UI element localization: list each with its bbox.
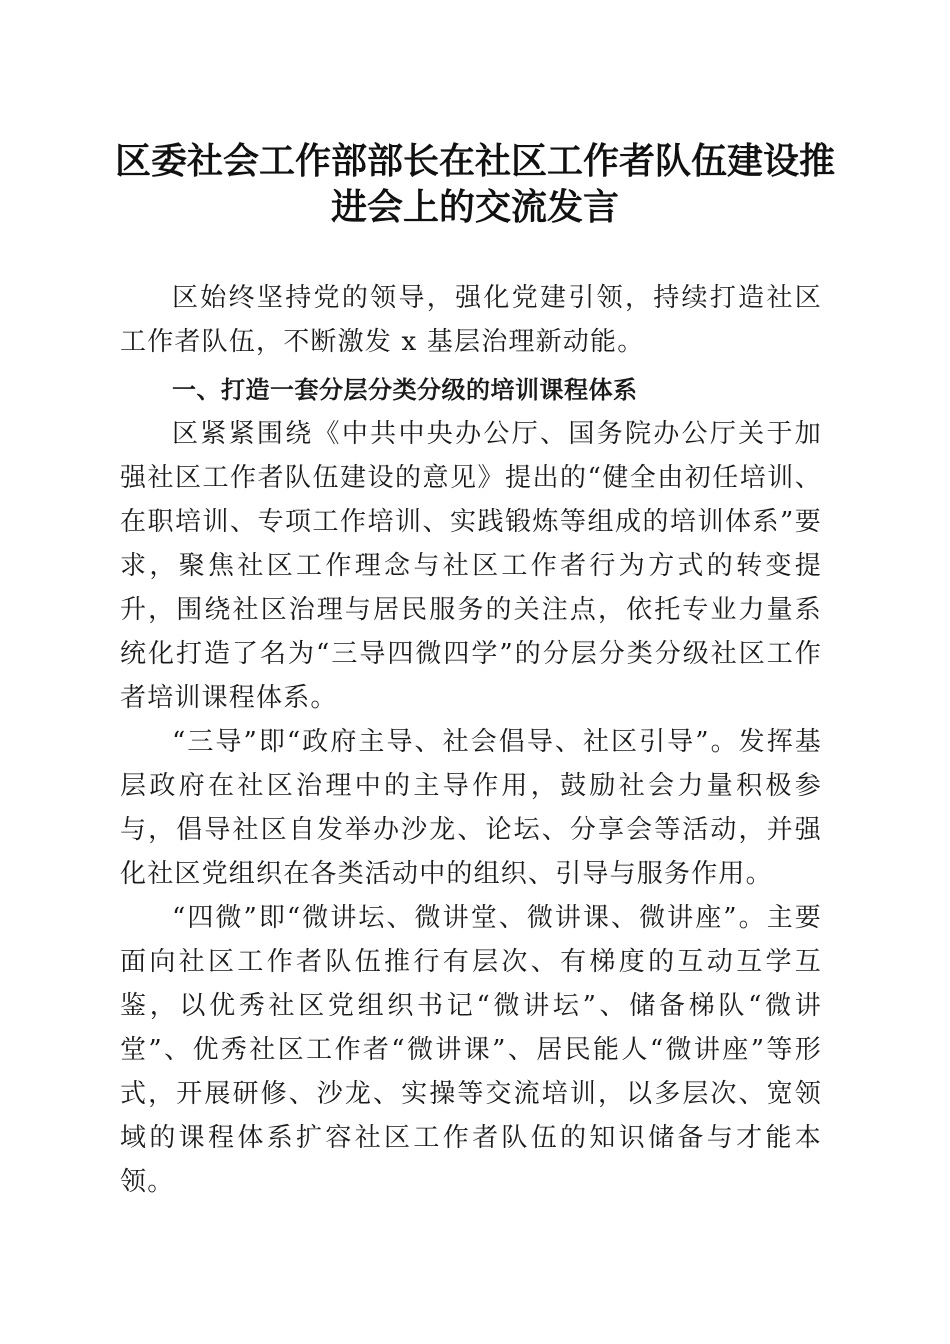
document-title <box>100 138 850 230</box>
intro-paragraph: 区始终坚持党的领导，强化党建引领，持续打造社区工作者队伍，不断激发 x 基层治理新动能。 <box>120 283 822 357</box>
body-paragraph: “三导”即“政府主导、社会倡导、社区引导”。发挥基层政府在社区治理中的主导作用，鼓励社会力量积极参与，倡导社区自发举办沙龙、论坛、分享会等活动，并强化社区党组织在各类活动中的组织、引导与服务作用。 <box>120 727 822 889</box>
title-line-1: 区委社会工作部部长在社区工作者队伍建设推 <box>114 140 835 182</box>
body-paragraph: 区紧紧围绕《中共中央办公厅、国务院办公厅关于加强社区工作者队伍建设的意见》提出的“健全由初任培训、在职培训、专项工作培训、实践锻炼等组成的培训体系”要求，聚焦社区工作理念与社区工作者行为方式的转变提升，围绕社区治理与居民服务的关注点，依托专业力量系统化打造了名为“三导四微四学”的分层分类分级社区工作者培训课程体系。 <box>120 419 822 713</box>
title-line-2: 进会上的交流发言 <box>330 186 619 228</box>
body-paragraph: “四微”即“微讲坛、微讲堂、微讲课、微讲座”。主要面向社区工作者队伍推行有层次、有梯度的互动互学互鉴，以优秀社区党组织书记“微讲坛”、储备梯队“微讲堂”、优秀社区工作者“微讲课”、居民能人“微讲座”等形式，开展研修、沙龙、实操等交流培训，以多层次、宽领域的课程体系扩容社区工作者队伍的知识储备与才能本领。 <box>120 903 822 1197</box>
section-heading: 一、打造一套分层分类分级的培训课程体系 <box>172 376 638 404</box>
document-body <box>120 276 822 1204</box>
